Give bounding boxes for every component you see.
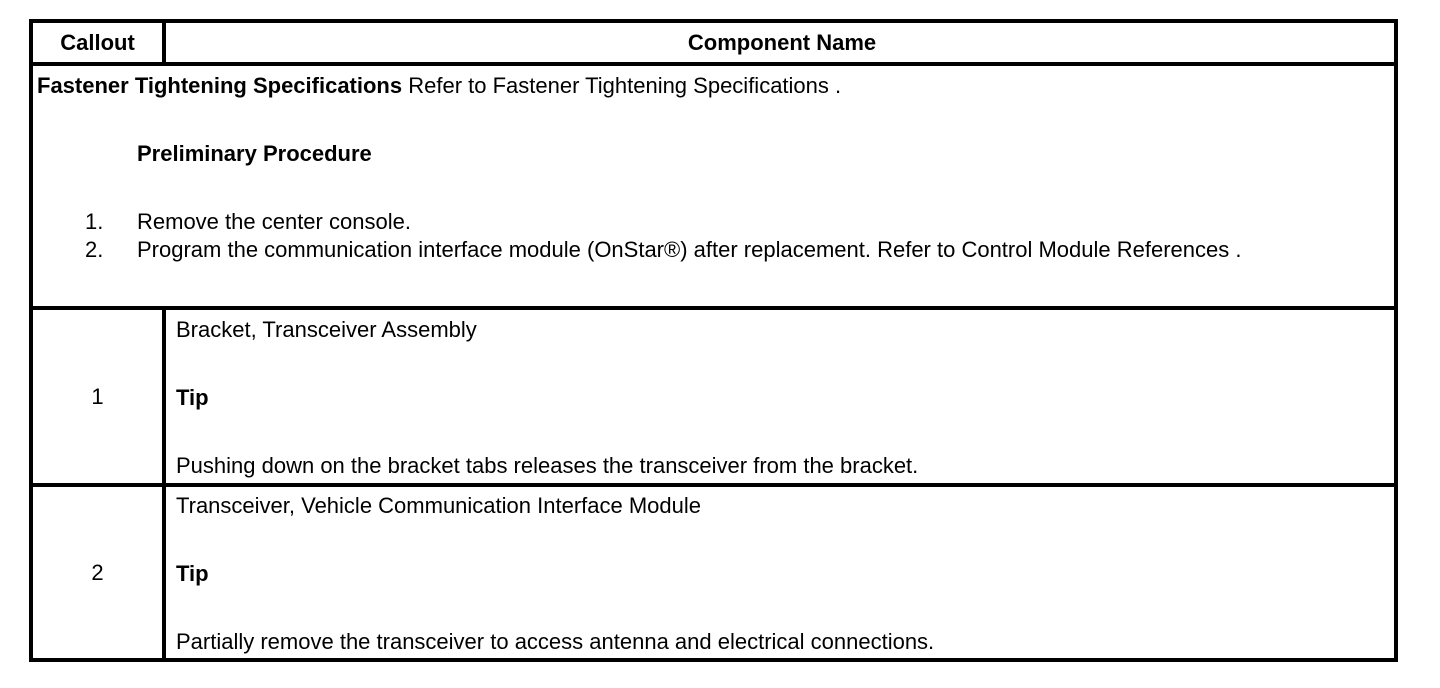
callout-number: 1 xyxy=(33,310,166,483)
component-cell xyxy=(174,310,1394,483)
callout-number: 2 xyxy=(33,487,166,659)
tip-label: Tip xyxy=(176,561,209,586)
fastener-spec-text: Refer to Fastener Tightening Specifications . xyxy=(402,73,842,98)
fastener-spec-line xyxy=(37,73,841,99)
step-number: 1. xyxy=(85,209,104,234)
step-text: Remove the center console. xyxy=(137,209,411,234)
step-text: Program the communication interface module (OnStar®) after replacement. Refer to Control Module References . xyxy=(137,237,1242,262)
component-cell xyxy=(174,487,1394,659)
header-component-name: Component Name xyxy=(687,29,877,55)
header-callout: Callout xyxy=(33,23,166,62)
tip-text: Partially remove the transceiver to access antenna and electrical connections. xyxy=(176,629,935,654)
specifications-row xyxy=(33,66,1394,310)
tip-text: Pushing down on the bracket tabs releases the transceiver from the bracket. xyxy=(176,453,919,478)
component-table xyxy=(29,19,1398,662)
table-header-row xyxy=(33,23,1394,66)
component-name: Transceiver, Vehicle Communication Interface Module xyxy=(176,493,701,518)
fastener-spec-label: Fastener Tightening Specifications xyxy=(37,73,403,98)
table-row xyxy=(33,310,1394,487)
component-name: Bracket, Transceiver Assembly xyxy=(176,317,477,342)
preliminary-procedure-heading: Preliminary Procedure xyxy=(137,141,372,166)
step-number: 2. xyxy=(85,237,104,262)
table-row xyxy=(33,487,1394,659)
tip-label: Tip xyxy=(176,385,209,410)
